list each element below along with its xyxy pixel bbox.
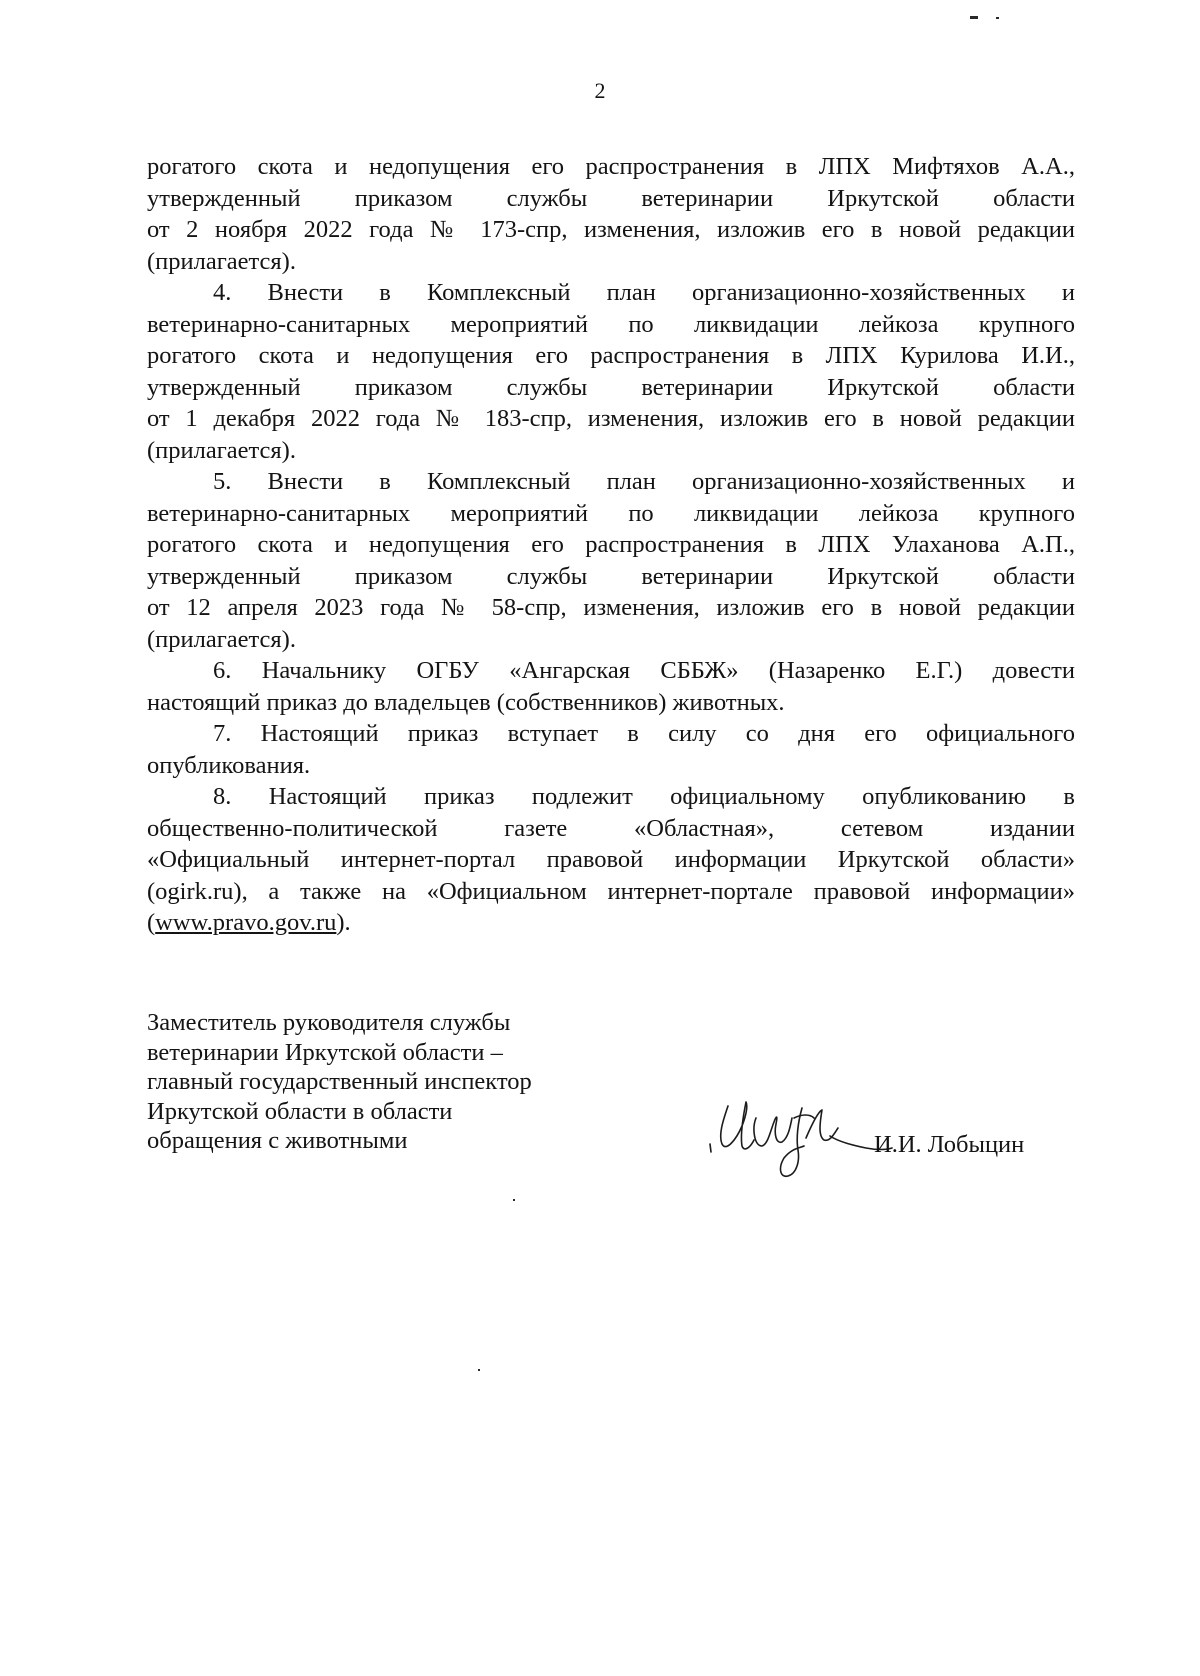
- signatory-title-line: Заместитель руководителя службы: [147, 1009, 511, 1036]
- page-number: 2: [594, 78, 606, 103]
- text-line: от 1 декабря 2022 года № 183-спр, изменения, изложив его в новой редакции: [147, 405, 1075, 432]
- text-line: рогатого скота и недопущения его распространения в ЛПХ Курилова И.И.,: [147, 342, 1075, 369]
- signer-name: И.И. Лобыцин: [874, 1131, 1025, 1158]
- text-line: от 12 апреля 2023 года № 58-спр, изменения, изложив его в новой редакции: [147, 594, 1075, 621]
- scan-speck: [996, 17, 999, 19]
- paragraph-6-first-line: 6. Начальнику ОГБУ «Ангарская СББЖ» (Назаренко Е.Г.) довести: [213, 657, 1075, 684]
- pravo-link[interactable]: www.pravo.gov.ru: [155, 909, 337, 936]
- signatory-title-line: главный государственный инспектор: [147, 1068, 532, 1095]
- paragraph-8-first-line: 8. Настоящий приказ подлежит официальному опубликованию в: [213, 783, 1075, 810]
- text-line: (прилагается).: [147, 625, 296, 653]
- text-line: опубликования.: [147, 751, 311, 779]
- text-line: «Официальный интернет-портал правовой информации Иркутской области»: [147, 846, 1075, 873]
- paren-open: (: [147, 909, 156, 936]
- text-line: [147, 907, 1075, 939]
- text-line: настоящий приказ до владельцев (собственников) животных.: [147, 688, 785, 716]
- scan-speck: [478, 1369, 480, 1371]
- text-line: ветеринарно-санитарных мероприятий по ликвидации лейкоза крупного: [147, 499, 1075, 527]
- text-line: рогатого скота и недопущения его распространения в ЛПХ Улаханова А.П.,: [147, 531, 1075, 558]
- handwritten-signature: [706, 1088, 896, 1180]
- text-line: ветеринарно-санитарных мероприятий по ликвидации лейкоза крупного: [147, 310, 1075, 338]
- scan-speck: [970, 16, 978, 19]
- paragraph-4-first-line: 4. Внести в Комплексный план организационно-хозяйственных и: [213, 279, 1075, 306]
- paragraph-7-first-line: 7. Настоящий приказ вступает в силу со дня его официального: [213, 720, 1075, 747]
- text-line: рогатого скота и недопущения его распространения в ЛПХ Мифтяхов А.А.,: [147, 153, 1075, 180]
- text-line: общественно-политической газете «Областная», сетевом издании: [147, 814, 1075, 842]
- signatory-title: [147, 1008, 627, 1156]
- signatory-title-line: обращения с животными: [147, 1127, 408, 1154]
- text-line: утвержденный приказом службы ветеринарии Иркутской области: [147, 184, 1075, 212]
- text-line: утвержденный приказом службы ветеринарии Иркутской области: [147, 562, 1075, 590]
- scan-speck: [513, 1199, 515, 1201]
- signatory-title-line: Иркутской области в области: [147, 1097, 453, 1125]
- text-line: (прилагается).: [147, 436, 296, 464]
- text-line: (прилагается).: [147, 247, 296, 275]
- text-line: утвержденный приказом службы ветеринарии Иркутской области: [147, 373, 1075, 401]
- paren-close: ).: [336, 909, 351, 936]
- signatory-title-line: ветеринарии Иркутской области –: [147, 1038, 503, 1066]
- text-line: от 2 ноября 2022 года № 173-спр, изменения, изложив его в новой редакции: [147, 216, 1075, 243]
- paragraph-5-first-line: 5. Внести в Комплексный план организационно-хозяйственных и: [213, 468, 1075, 495]
- text-line: (ogirk.ru), а также на «Официальном интернет-портале правовой информации»: [147, 877, 1075, 905]
- order-body-text: [147, 151, 1075, 939]
